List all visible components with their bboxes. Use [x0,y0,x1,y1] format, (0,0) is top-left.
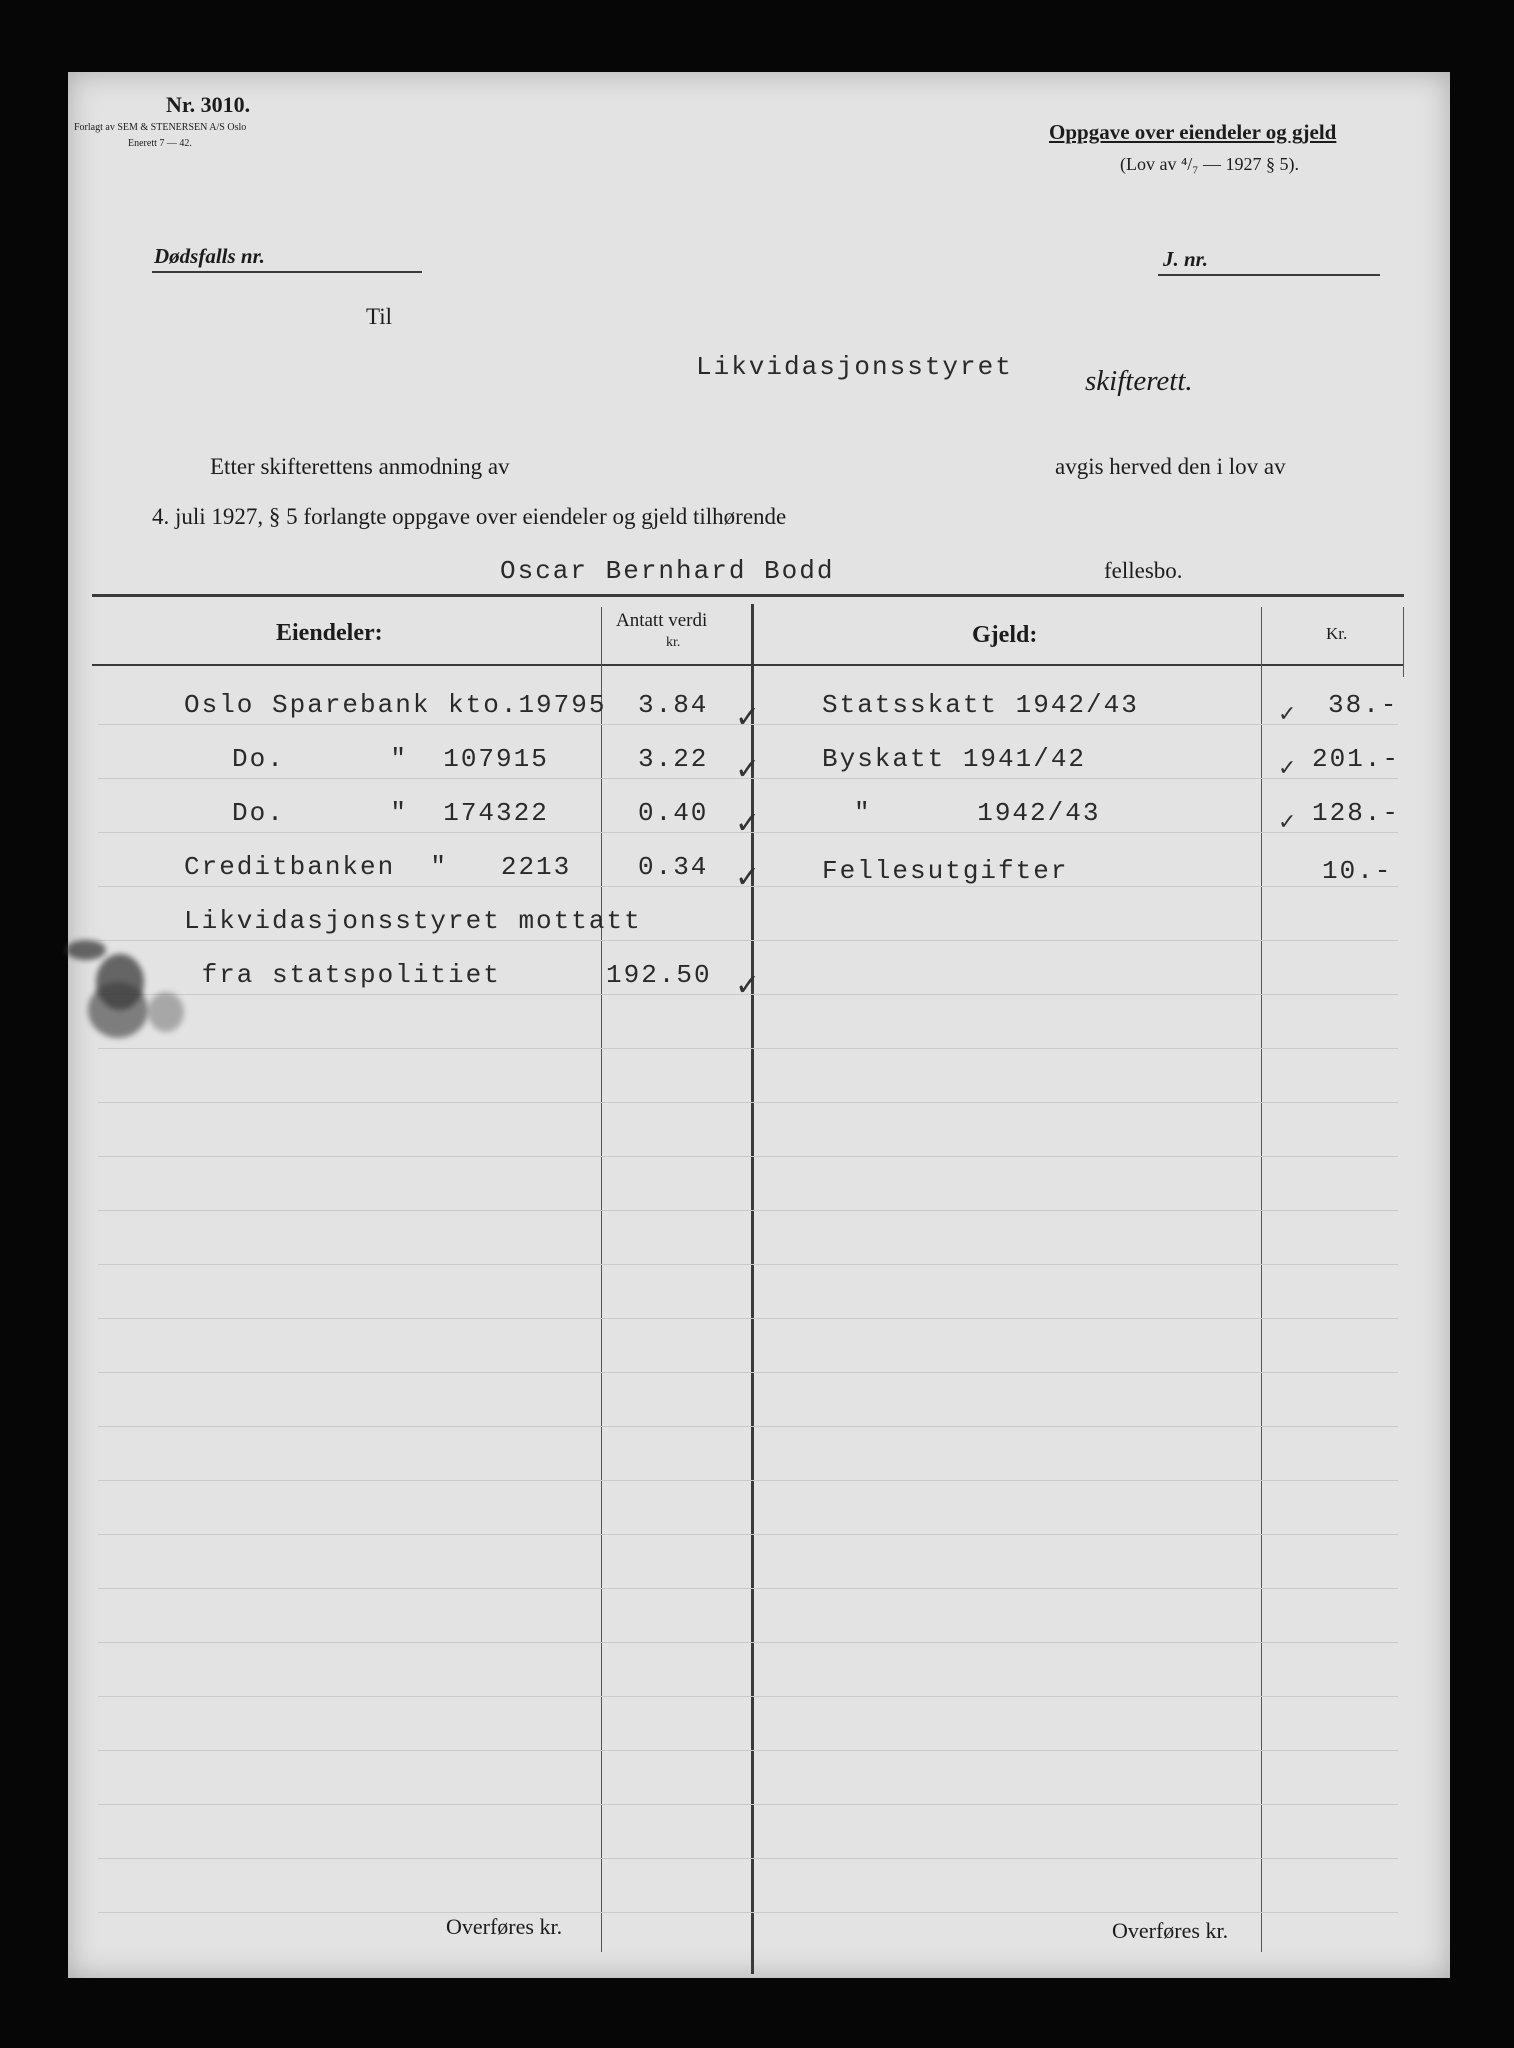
ruled-line [98,1534,1398,1535]
check-mark-icon: ✓ [1278,702,1297,727]
debts-unit: Kr. [1326,624,1348,643]
debt-description: Byskatt 1941/42 [822,744,1087,774]
asset-description: Creditbanken " 2213 [184,852,572,882]
asset-description: fra statspolitiet [184,960,501,990]
debt-description: Statsskatt 1942/43 [822,690,1139,720]
ruled-line [98,1264,1398,1265]
check-mark-icon: ✓ [1278,810,1297,835]
estate-type: fellesbo. [1104,558,1183,583]
check-mark-icon: ✓ [1278,756,1297,781]
table-header-border [92,664,1404,666]
asset-value: 0.34 [638,852,709,882]
check-mark-icon: ✓ [735,968,761,1003]
ruled-line [98,940,1398,941]
form-number: Nr. 3010. [166,92,251,117]
ruled-line [98,1588,1398,1589]
request-text-c: 4. juli 1927, § 5 forlangte oppgave over eiendeler og gjeld tilhørende [152,504,787,529]
value-header: Antatt verdi [616,610,708,631]
check-mark-icon: ✓ [735,806,761,841]
debt-value: 38.- [1328,690,1399,720]
ruled-line [98,1858,1398,1859]
deceased-name: Oscar Bernhard Bodd [500,556,835,586]
asset-description: Likvidasjonsstyret mottatt [184,906,642,936]
carry-forward-right: Overføres kr. [1112,1918,1229,1943]
debt-value: 128.- [1312,798,1401,828]
debt-description: Fellesutgifter [822,856,1069,886]
ruled-line [98,1210,1398,1211]
ruled-line [98,1048,1398,1049]
publisher-line: Forlagt av SEM & STENERSEN A/S Oslo [74,122,247,133]
ruled-line [98,1912,1398,1913]
ruled-line [98,1750,1398,1751]
recipient: Likvidasjonsstyret [696,352,1013,382]
asset-value: 192.50 [606,960,712,990]
to-label: Til [366,304,393,329]
debt-value: 201.- [1312,744,1401,774]
asset-description: Do. " 107915 [232,744,549,774]
ruled-line [98,1102,1398,1103]
debts-header: Gjeld: [972,622,1038,648]
ruled-line [98,1804,1398,1805]
form-sheet [68,72,1450,1978]
request-text-b: avgis herved den i lov av [1055,454,1286,479]
carry-forward-left: Overføres kr. [446,1914,563,1939]
death-case-label: Dødsfalls nr. [154,244,265,268]
ruled-line [98,1318,1398,1319]
ruled-line [98,1642,1398,1643]
asset-description: Do. " 174322 [232,798,549,828]
check-mark-icon: ✓ [735,752,761,787]
asset-value: 3.22 [638,744,709,774]
ruled-line [98,1372,1398,1373]
ruled-line [98,1426,1398,1427]
check-mark-icon: ✓ [735,860,761,895]
journal-label: J. nr. [1163,247,1208,271]
court-suffix: skifterett. [1085,365,1193,397]
death-case-line [152,271,422,273]
ruled-line [98,1480,1398,1481]
asset-value: 0.40 [638,798,709,828]
law-reference: (Lov av ⁴/₇ — 1927 § 5). [1120,154,1300,174]
debt-value: 10.- [1322,856,1393,886]
journal-line [1158,274,1380,276]
exclusive-line: Enerett 7 — 42. [128,138,192,149]
asset-description: Oslo Sparebank kto.19795 [184,690,607,720]
assets-header: Eiendeler: [276,620,383,646]
asset-value: 3.84 [638,690,709,720]
ruled-line [98,1156,1398,1157]
form-title: Oppgave over eiendeler og gjeld [1049,120,1337,144]
request-text-a: Etter skifterettens anmodning av [210,454,510,479]
value-unit: kr. [666,635,681,650]
check-mark-icon: ✓ [735,700,761,735]
ruled-line [98,1696,1398,1697]
right-edge [1403,607,1404,677]
debt-description: " 1942/43 [854,798,1101,828]
table-top-border [92,594,1404,597]
